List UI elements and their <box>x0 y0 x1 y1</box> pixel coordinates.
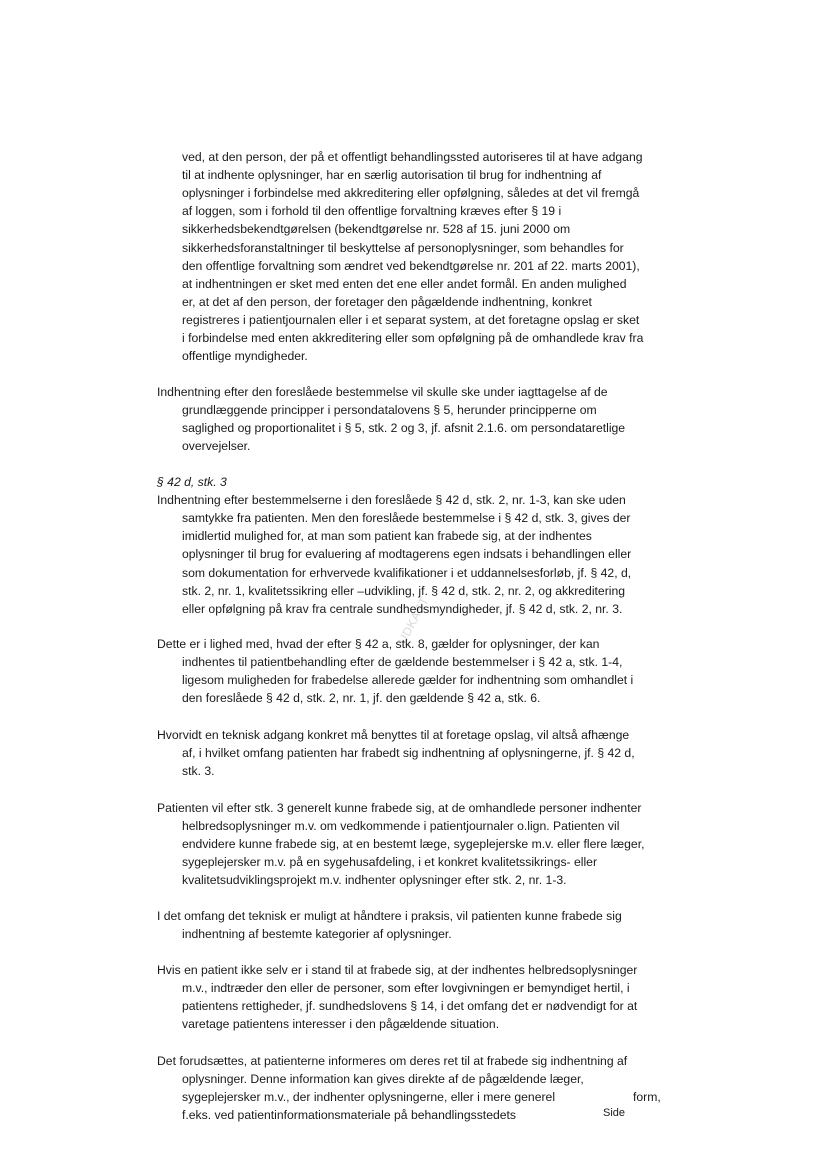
text-line: eller opfølgning på krav fra centrale sundhedsmyndigheder, jf. § 42 d, stk. 2, nr. 3. <box>182 601 623 616</box>
text-line: Det forudsættes, at patienterne informeres om deres ret til at frabede sig indhentning af <box>157 1054 628 1068</box>
text-line: sikkerhedsforanstaltninger til beskyttelse af personoplysninger, som behandles for <box>182 240 624 255</box>
text-line: er, at det af den person, der foretager den pågældende indhentning, konkret <box>182 294 592 309</box>
text-line: stk. 3. <box>182 764 215 779</box>
text-line: grundlæggende principper i persondatalovens § 5, herunder principperne om <box>182 403 597 418</box>
text-line: Patienten vil efter stk. 3 generelt kunne frabede sig, at de omhandlede personer indhenter <box>157 801 642 815</box>
text-line: saglighed og proportionalitet i § 5, stk. 2 og 3, jf. afsnit 2.1.6. om persondataretlige <box>182 421 626 436</box>
text-line: oplysninger til brug for evaluering af modtagerens egen indsats i behandlingen eller <box>182 547 632 562</box>
text-line: Dette er i lighed med, hvad der efter § 42 a, stk. 8, gælder for oplysninger, der kan <box>157 637 600 651</box>
text-line: Indhentning efter den foreslåede bestemmelse vil skulle ske under iagttagelse af de <box>157 385 608 399</box>
page-footer-label: Side <box>603 1107 626 1119</box>
watermark: UDKAST <box>395 594 432 647</box>
text-line: oplysninger. Denne information kan gives direkte af de pågældende læger, <box>182 1072 584 1087</box>
text-line: m.v., indtræder den eller de personer, som efter lovgivningen er bemyndiget hertil, i <box>182 981 630 996</box>
text-line: varetage patientens interesser i den pågældende situation. <box>182 1017 500 1032</box>
text-line: som dokumentation for erhvervede kvalifikationer i et uddannelsesforløb, jf. § 42, d, <box>182 565 632 580</box>
text-line: til at indhente oplysninger, har en særlig autorisation til brug for indhentning af <box>182 168 602 183</box>
text-line: patientens rettigheder, jf. sundhedslovens § 14, i det omfang det er nødvendigt for at <box>182 999 638 1014</box>
text-line: oplysninger i forbindelse med akkreditering eller opfølgning, således at det vil fremgå <box>182 186 640 201</box>
text-line: samtykke fra patienten. Men den foreslåede bestemmelse i § 42 d, stk. 3, gives der <box>182 511 631 526</box>
text-line: sygeplejersker m.v., der indhenter oplysningerne, eller i mere generel <box>182 1090 556 1105</box>
text-line: overvejelser. <box>182 439 251 454</box>
text-line: den foreslåede § 42 d, stk. 2, nr. 1, jf. den gældende § 42 a, stk. 6. <box>182 691 541 706</box>
text-line-tail: form, <box>633 1090 661 1105</box>
text-line: af, i hvilket omfang patienten har frabedt sig indhentning af oplysningerne, jf. § 42 d, <box>182 746 635 761</box>
text-line: kvalitetsudviklingsprojekt m.v. indhenter oplysninger efter stk. 2, nr. 1-3. <box>182 873 567 888</box>
text-line: sygeplejersker m.v. på en sygehusafdeling, i et konkret kvalitetssikrings- eller <box>182 855 598 870</box>
text-line: indhentes til patientbehandling efter de gældende bestemmelser i § 42 a, stk. 1-4, <box>182 655 623 670</box>
text-line: i forbindelse med enten akkreditering eller som opfølgning på de omhandlede krav fra <box>182 331 644 345</box>
text-line: sikkerhedsbekendtgørelsen (bekendtgørelse nr. 528 af 15. juni 2000 om <box>182 222 571 237</box>
text-line: offentlige myndigheder. <box>182 349 308 364</box>
text-line: I det omfang det teknisk er muligt at håndtere i praksis, vil patienten kunne frabede sig <box>157 909 622 923</box>
text-line: indhentning af bestemte kategorier af oplysninger. <box>182 927 452 942</box>
text-line: ved, at den person, der på et offentligt behandlingssted autoriseres til at have adgang <box>182 150 643 164</box>
text-line: stk. 2, nr. 1, kvalitetssikring eller –udvikling, jf. § 42 d, stk. 2, nr. 2, og akkreditering <box>182 583 626 598</box>
text-line: helbredsoplysninger m.v. om vedkommende i patientjournaler o.lign. Patienten vil <box>182 819 620 834</box>
text-line: endvidere kunne frabede sig, at en bestemt læge, sygeplejerske m.v. eller flere læger, <box>182 837 645 852</box>
section-heading: § 42 d, stk. 3 <box>157 475 227 489</box>
text-line: ligesom muligheden for frabedelse allerede gælder for indhentning som omhandlet i <box>182 673 634 688</box>
text-line: f.eks. ved patientinformationsmateriale på behandlingsstedets <box>182 1108 517 1123</box>
text-line: af loggen, som i forhold til den offentlige forvaltning kræves efter § 19 i <box>182 204 562 219</box>
text-line: at indhentningen er sket med enten det ene eller andet formål. En anden mulighed <box>182 276 627 291</box>
text-line: registreres i patientjournalen eller i et separat system, at det foretagne opslag er sket <box>182 312 640 327</box>
text-line: Indhentning efter bestemmelserne i den foreslåede § 42 d, stk. 2, nr. 1-3, kan ske uden <box>157 493 626 508</box>
text-line: Hvorvidt en teknisk adgang konkret må benyttes til at foretage opslag, vil altså afhænge <box>157 728 630 742</box>
text-line: Hvis en patient ikke selv er i stand til at frabede sig, at der indhentes helbredsoplysninger <box>157 963 638 977</box>
text-line: imidlertid mulighed for, at man som patient kan frabede sig, at der indhentes <box>182 529 592 544</box>
text-line: den offentlige forvaltning som ændret ved bekendtgørelse nr. 201 af 22. marts 2001), <box>182 258 640 273</box>
